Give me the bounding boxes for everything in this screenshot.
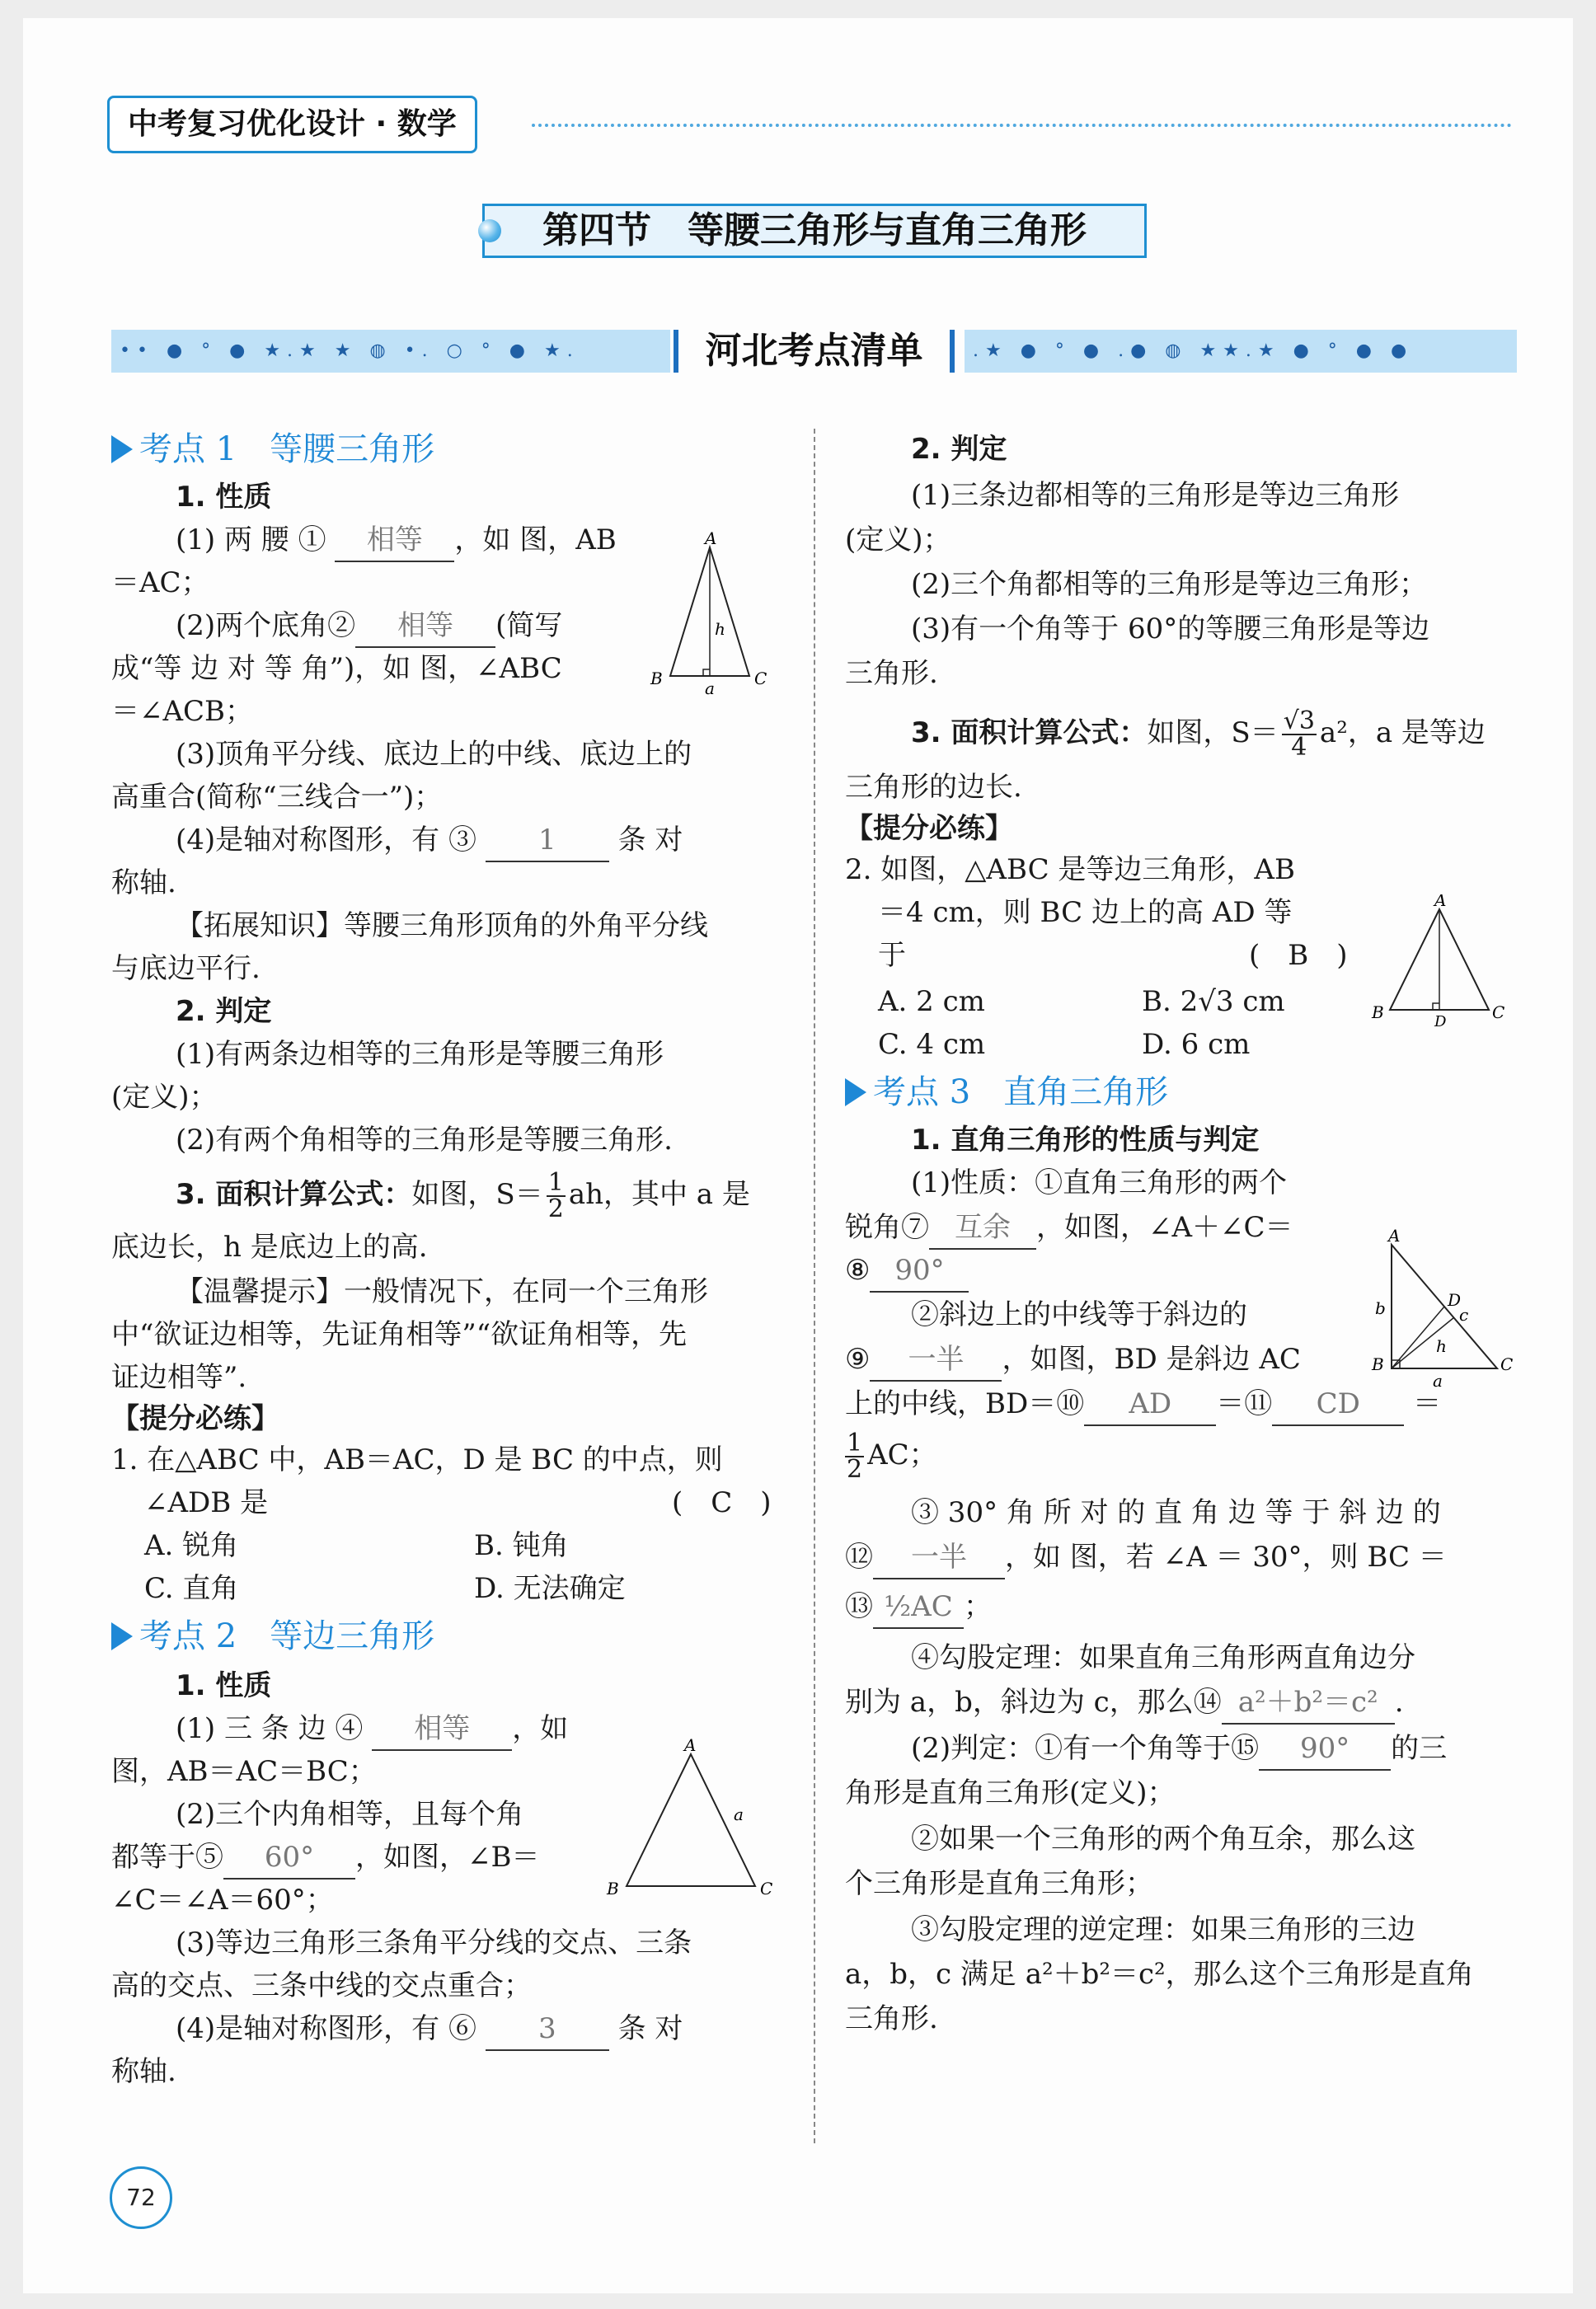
text-line: 1. 性质 [176,481,272,514]
answer-blank: 相等 [335,519,454,562]
isosceles-triangle-figure [647,528,779,701]
option-c: C. 4 cm [878,1028,986,1061]
fraction: $\frac{√3}{4}$ [1283,706,1315,762]
answer-blank: 相等 [372,1708,512,1751]
svg-text:D: D [1448,1290,1462,1310]
option-b: B. 钝角 [474,1529,569,1562]
section-title-text: 第四节 等腰三角形与直角三角形 [542,209,1087,251]
text-line: ⑫ 一半 ，如 图，若 ∠A ＝ 30°，则 BC ＝ [845,1537,1447,1579]
answer-blank: AD [1084,1383,1216,1426]
text-line: 个三角形是直角三角形； [845,1867,1153,1900]
text-line: 高的交点、三条中线的交点重合； [111,1969,532,2002]
answer-blank: 90° [1259,1728,1391,1771]
svg-text:h: h [1436,1336,1447,1356]
text-line: ③ 30° 角 所 对 的 直 角 边 等 于 斜 边 的 [911,1496,1441,1529]
text-line: ⑨ 一半 ，如图，BD 是斜边 AC [845,1339,1301,1382]
answer-choice: ( C ) [672,1486,772,1519]
text-line: 1. 性质 [176,1669,272,1702]
text-line: (1) 两 腰 ① 相等 ，如 图，AB [176,519,617,562]
text-line: 【温馨提示】一般情况下，在同一个三角形 [176,1275,708,1308]
text-line: 角形是直角三角形(定义)； [845,1776,1176,1809]
svg-text:b: b [1375,1298,1386,1318]
decor-stars-right: .★ ● ° ● .● ◍ ★★.★ ● ° ● ● [965,330,1517,373]
text-line: 证边相等”. [111,1361,247,1394]
text-line: 都等于⑤ 60° ，如图，∠B＝ [111,1837,539,1880]
text-line: a，b，c 满足 a²＋b²＝c²，那么这个三角形是直角 [845,1958,1474,1991]
text-line: 图，AB＝AC＝BC； [111,1755,377,1788]
text-line: ②如果一个三角形的两个角互余，那么这 [911,1823,1415,1856]
practice-label: 【提分必练】 [845,812,1013,845]
text-line: (1)三条边都相等的三角形是等边三角形 [911,479,1400,512]
text-line: 2. 判定 [911,433,1007,466]
option-a: A. 2 cm [878,985,985,1018]
svg-text:B: B [607,1879,619,1898]
svg-text:A: A [1434,894,1447,910]
text-line: ∠ADB 是 [144,1486,269,1519]
svg-text:a: a [1433,1371,1443,1391]
text-line: ⑬ ½AC ； [845,1586,992,1629]
svg-text:B: B [1372,1354,1384,1374]
svg-text:a: a [734,1804,744,1824]
book-title: 中考复习优化设计 · 数学 [107,96,477,153]
text-line: ③勾股定理的逆定理：如果三角形的三边 [911,1913,1415,1946]
text-line: ＝4 cm，则 BC 边上的高 AD 等 [878,896,1293,929]
answer-blank: 相等 [355,605,495,648]
svg-text:C: C [1492,1002,1505,1022]
decor-stars-left: •• ● ° ● ★.★ ★ ◍ •. ○ ° ● ★. [111,330,670,373]
text-line: 称轴. [111,2055,176,2088]
text-line: (2)两个底角② 相等 (简写 [176,605,562,648]
text-line: 中“欲证边相等，先证角相等”“欲证角相等，先 [111,1318,688,1351]
svg-text:B: B [650,669,663,688]
text-line: (定义)； [111,1081,218,1114]
text-line: (1) 三 条 边 ④ 相等 ，如 [176,1708,568,1751]
equilateral-triangle-figure [602,1738,779,1903]
svg-text:B: B [1372,1002,1384,1022]
text-line: (4)是轴对称图形，有 ⑥ 3 条 对 [176,2008,683,2051]
kaodian-3-heading: 考点 3 直角三角形 [845,1072,1168,1113]
text-line: ④勾股定理：如果直角三角形两直角边分 [911,1641,1415,1674]
practice-label: 【提分必练】 [111,1402,279,1435]
answer-choice: ( B ) [1249,939,1348,972]
text-line: 3. 面积计算公式：如图，S＝ $\frac{√3}{4}$ a²，a 是等边 [911,706,1486,762]
svg-text:A: A [705,528,717,548]
svg-text:D: D [1434,1013,1447,1026]
text-line: 1. 直角三角形的性质与判定 [911,1124,1260,1157]
svg-text:c: c [1459,1305,1469,1325]
checklist-title: 河北考点清单 [664,323,965,379]
question-1: 1. 在△ABC 中，AB＝AC，D 是 BC 的中点，则 [111,1443,723,1476]
text-line: 底边长，h 是底边上的高. [111,1231,428,1264]
text-line: 于 [878,939,906,972]
svg-text:A: A [1388,1228,1401,1246]
triangle-marker-icon [845,1078,866,1106]
answer-blank: ½AC [873,1586,964,1629]
text-line: (3)等边三角形三条角平分线的交点、三条 [176,1927,692,1959]
answer-blank: 一半 [870,1339,1002,1382]
text-line: 三角形. [845,657,938,690]
text-line: (3)有一个角等于 60°的等腰三角形是等边 [911,612,1430,645]
right-triangle-figure [1368,1228,1521,1393]
text-line: 三角形的边长. [845,771,1022,804]
triangle-marker-icon [111,435,133,463]
svg-text:C: C [1500,1354,1514,1374]
text-line: ∠C＝∠A＝60°； [111,1884,334,1917]
column-divider [814,429,815,2143]
answer-blank: 1 [486,819,609,862]
answer-blank: 60° [223,1837,355,1880]
equilateral-altitude-figure [1368,894,1509,1026]
answer-blank: 互余 [929,1207,1036,1250]
text-line: 与底边平行. [111,952,261,985]
answer-blank: a²＋b²＝c² [1222,1682,1395,1725]
fraction: $\frac{1}{2}$ [547,1168,564,1223]
question-2: 2. 如图，△ABC 是等边三角形，AB [845,853,1295,886]
triangle-marker-icon [111,1622,133,1650]
fraction: $\frac{1}{2}$ [847,1429,863,1484]
kaodian-2-heading: 考点 2 等边三角形 [111,1616,434,1657]
text-line: (2)有两个角相等的三角形是等腰三角形. [176,1124,673,1157]
answer-blank: CD [1272,1383,1404,1426]
svg-text:C: C [754,669,767,688]
text-line: 三角形. [845,2002,938,2035]
text-line: (2)三个内角相等，且每个角 [176,1798,524,1831]
answer-blank: 90° [870,1250,969,1293]
svg-text:C: C [760,1879,773,1898]
text-line: ＝AC； [111,566,209,599]
text-line: (2)三个角都相等的三角形是等边三角形； [911,568,1428,601]
text-line: 高重合(简称“三线合一”)； [111,781,443,814]
text-line: ＝∠ACB； [111,695,254,728]
svg-text:A: A [684,1738,697,1755]
text-line: 【拓展知识】等腰三角形顶角的外角平分线 [176,909,708,942]
answer-blank: 3 [486,2008,609,2051]
option-b: B. 2√3 cm [1142,985,1285,1018]
svg-text:a: a [705,678,715,698]
text-line: (1)有两条边相等的三角形是等腰三角形 [176,1038,664,1071]
option-c: C. 直角 [144,1572,239,1605]
kaodian-1-heading: 考点 1 等腰三角形 [111,429,434,470]
text-line: 2. 判定 [176,995,272,1028]
text-line: 成“等 边 对 等 角”)，如 图，∠ABC [111,652,562,685]
text-line: (2)判定：①有一个角等于⑮ 90° 的三 [911,1728,1447,1771]
text-line: (3)顶角平分线、底边上的中线、底边上的 [176,738,692,771]
header-dotted-rule [532,124,1512,127]
text-line: 3. 面积计算公式：如图，S＝ $\frac{1}{2}$ ah，其中 a 是 [176,1168,750,1223]
option-d: D. 无法确定 [474,1572,626,1605]
option-d: D. 6 cm [1142,1028,1251,1061]
text-line: 锐角⑦ 互余 ，如图，∠A＋∠C＝ [845,1207,1293,1250]
text-line: (定义)； [845,523,951,556]
text-line: (1)性质：①直角三角形的两个 [911,1166,1288,1199]
text-line: 别为 a，b，斜边为 c，那么⑭ a²＋b²＝c² . [845,1682,1404,1725]
text-line: (4)是轴对称图形，有 ③ 1 条 对 [176,819,683,862]
text-line: ⑧ 90° [845,1250,969,1293]
answer-blank: 一半 [873,1537,1005,1579]
svg-text:h: h [715,619,725,639]
option-a: A. 锐角 [144,1529,239,1562]
bullet-ball-icon [478,219,501,242]
text-line: ②斜边上的中线等于斜边的 [911,1298,1247,1331]
section-title [482,204,1147,258]
page-number: 72 [110,2166,172,2229]
text-line: 上的中线，BD＝⑩ AD ＝⑪ CD ＝ [845,1383,1441,1426]
text-line: 称轴. [111,866,176,899]
text-line: $\frac{1}{2}$ AC； [847,1429,937,1484]
